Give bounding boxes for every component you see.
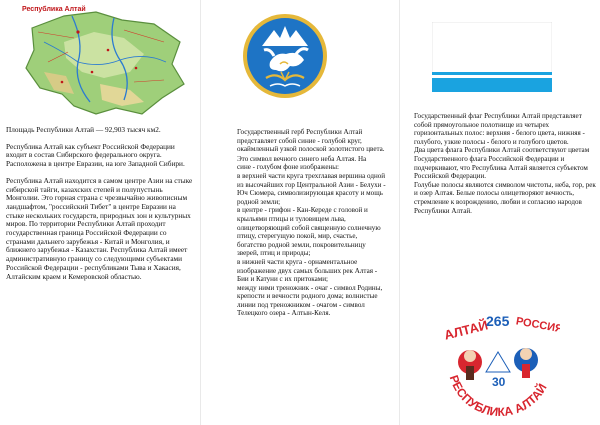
republic-flag: [432, 22, 552, 92]
logo-graphic: [440, 312, 560, 420]
anniversary-logo: [440, 312, 560, 420]
logo-30: 30: [492, 375, 506, 389]
flag-colors: Два цвета флага Республики Алтай соответствуют цветам Государственного флага Российской Федерации и подчеркивают, что Республика Алтай является субъектом Российской Федерации.: [414, 146, 590, 181]
location-paragraph: Республика Алтай как субъект Российской Федерации входит в состав Сибирского федерального округа. Расположена в центре Евразии, на юге Западной Сибири.: [6, 141, 185, 169]
logo-265: 265: [486, 313, 510, 329]
emblem-line-5: в нижней части круга - орнаментальное изображение двух самых больших рек Алтая - Бии и Катуни с их притоками;: [237, 257, 378, 284]
logo-altai: АЛТАЙ: [442, 317, 490, 343]
emblem-graphic: [240, 6, 330, 106]
emblem-line-4: в центре - грифон - Кан-Кереде с головой и крыльями птицы и туловищем льва, олицетворяющий собой священную солнечную птицу, стерегущую покой, мир, счастье, богатство родной земли, покровительницу зверей, птиц и природы;: [237, 206, 381, 258]
flag-graphic: [432, 22, 552, 92]
logo-russia: РОССИЯ: [514, 315, 560, 336]
map-illustration: [4, 2, 194, 118]
geography-text: [6, 126, 194, 289]
flag-description: Государственный флаг Республики Алтай представляет собой прямоугольное полотнище из четырех горизонтальных полос: верхняя - белого цвета, нижняя - голубого, узкие полосы - белого и голубого цветов.: [414, 112, 585, 146]
logo-republic-text: РЕСПУБЛИКА АЛТАЙ: [446, 373, 550, 420]
coat-of-arms: [240, 6, 330, 106]
emblem-line-2: сине - голубом фоне изображены:: [237, 163, 340, 172]
left-panel: [0, 0, 200, 425]
emblem-line-1: Это символ вечного синего неба Алтая. На: [237, 154, 367, 163]
region-map: [4, 2, 194, 118]
map-title: Республика Алтай: [22, 6, 86, 13]
emblem-intro: Государственный герб Республики Алтай представляет собой синие - голубой круг, окаймленный узкой полоской золотистого цвета.: [237, 128, 385, 154]
emblem-line-3: в верхней части круга трехглавая вершина одной из высочайших гор Центральной Азии - Белухи - Юч Сюмера, символизирующая красоту и мощь родной земли;: [237, 171, 386, 206]
flag-symbolism: Голубые полосы являются символом чистоты, неба, гор, рек и озер Алтая. Белые полосы олицетворяют вечность, стремление к возрождению, любви и согласию народов Республики Алтай.: [414, 180, 596, 215]
emblem-text: [237, 128, 387, 318]
area-paragraph: Площадь Республики Алтай — 92,903 тысяч км2.: [6, 125, 161, 134]
emblem-line-6: между ними треножник - очаг - символ Родины, крепости и вечности родного дома; волнистые линии под треножником - очагом - символ Телецкого озера - Алтын-Келя.: [237, 283, 383, 318]
flag-text: [414, 112, 596, 215]
borders-paragraph: Республика Алтай находится в самом центре Азии на стыке сибирской тайги, казахских степей и полупустынь Монголии. Это горная страна с чрезвычайно живописным ландшафтом, "российский Тибет" в центре Евразии на стыке нескольких государств, природных зон и культурных миров. По территории Республики Алтай проходит государственная граница Российской Федерации со странами дальнего зарубежья - Китай и Монголия, и ближнего зарубежья - Казахстан. Республика Алтай имеет административную границу со следующими субъектами Российской Федерации - республиками Тыва и Хакасия, Алтайским краем и Кемеровской областью.: [6, 175, 193, 281]
